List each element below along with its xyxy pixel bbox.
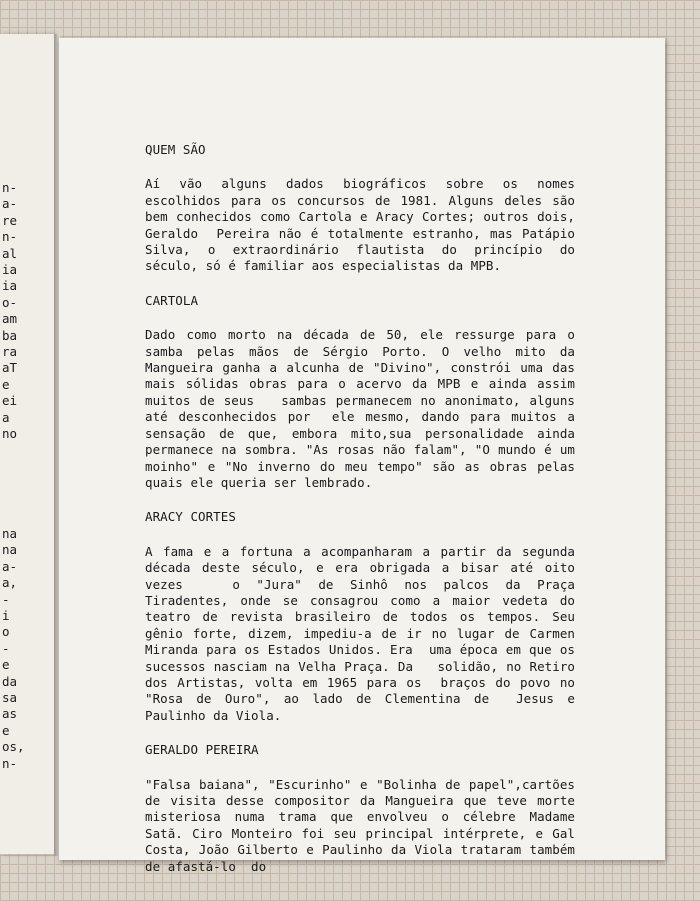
- left-fragment: -: [2, 591, 10, 607]
- left-fragment: a-: [2, 558, 18, 574]
- left-fragment: a,: [2, 575, 18, 591]
- section-body-quem-sao: Aí vão alguns dados biográficos sobre os nomes escolhidos para os concursos de 1981. Alguns deles são bem conhecidos como Cartola e Aracy Cortes; outros dois, Geraldo Pereira não é totalmente estranho, mas Patápio Silva, o extraordinário flautista do princípio do século, só é familiar aos especialistas da MPB.: [145, 176, 598, 274]
- section-heading-quem-sao: QUEM SÃO: [145, 142, 206, 157]
- left-fragment: ei: [2, 393, 18, 409]
- left-fragment: aT: [2, 360, 18, 376]
- left-fragment: ba: [2, 327, 18, 343]
- left-fragment: da: [2, 673, 18, 689]
- left-fragment: a-: [2, 196, 18, 212]
- left-fragment: ia: [2, 262, 18, 278]
- left-page-edge: [0, 34, 54, 854]
- left-fragment: na: [2, 526, 18, 541]
- left-fragment: na: [2, 542, 18, 558]
- left-fragment: n-: [2, 755, 18, 771]
- left-page-text-fragments: [0, 180, 18, 475]
- left-fragment: i: [2, 608, 10, 624]
- section-body-geraldo-pereira: "Falsa baiana", "Escurinho" e "Bolinha de papel",cartões de visita desse compositor da Mangueira que teve morte misteriosa numa trama que envolveu o célebre Madame Satã. Ciro Monteiro foi seu principal intérprete, e Gal Costa, João Gilberto e Paulinho da Viola trataram também de afastá-lo do: [145, 776, 583, 874]
- left-fragment: am: [2, 311, 18, 327]
- left-fragment: os,: [2, 739, 25, 755]
- left-fragment: e: [2, 376, 10, 392]
- left-page-text-fragments-lower: [0, 526, 54, 772]
- section-heading-geraldo-pereira: GERALDO PEREIRA: [145, 742, 259, 758]
- left-fragment: o: [2, 624, 10, 640]
- left-fragment: e: [2, 657, 10, 673]
- section-heading-aracy-cortes: ARACY CORTES: [145, 509, 236, 525]
- left-fragment: no: [2, 426, 18, 442]
- left-fragment: o-: [2, 294, 18, 310]
- left-fragment: al: [2, 245, 18, 261]
- section-heading-cartola: CARTOLA: [145, 292, 199, 308]
- left-fragment: sa: [2, 690, 18, 706]
- left-fragment: [2, 459, 14, 475]
- left-fragment: a: [2, 409, 10, 425]
- left-fragment: -: [2, 640, 10, 656]
- left-fragment: e: [2, 722, 10, 738]
- left-fragment: re: [2, 212, 18, 228]
- left-fragment: ia: [2, 278, 18, 294]
- left-fragment: n-: [2, 229, 18, 245]
- right-page: [59, 38, 665, 874]
- left-fragment: ra: [2, 344, 18, 360]
- page-content: [145, 142, 598, 893]
- left-fragment: n-: [2, 180, 18, 195]
- left-fragment: as: [2, 706, 18, 722]
- left-fragment: [2, 443, 14, 459]
- section-body-cartola: Dado como morto na década de 50, ele ressurge para o samba pelas mãos de Sérgio Porto. O velho mito da Mangueira ganha a alcunha de "Divino", constrói uma das mais sólidas obras para o acervo da MPB e ainda assim muitos de seus sambas permanecem no anonimato, alguns até desconhecidos por ele mesmo, dando para muitos a sensação de que, embora mito,sua personalidade ainda permanece na sombra. "As rosas não falam", "O mundo é um moinho" e "No inverno do meu tempo" são as obras pelas quais ele queria ser lembrado.: [145, 327, 583, 490]
- section-body-aracy-cortes: A fama e a fortuna a acompanharam a partir da segunda década deste século, e era obrigada a bisar até oito vezes o "Jura" de Sinhô nos palcos da Praça Tiradentes, onde se consagrou como a maior vedeta do teatro de revista brasileiro de todos os tempos. Seu gênio forte, dizem, impediu-a de ir no lugar de Carmen Miranda para os Estados Unidos. Era uma época em que os sucessos nasciam na Velha Praça. Da solidão, no Retiro dos Artistas, volta em 1965 para os braços do povo no "Rosa de Ouro", ao lado de Clementina de Jesus e Paulinho da Viola.: [145, 543, 583, 723]
